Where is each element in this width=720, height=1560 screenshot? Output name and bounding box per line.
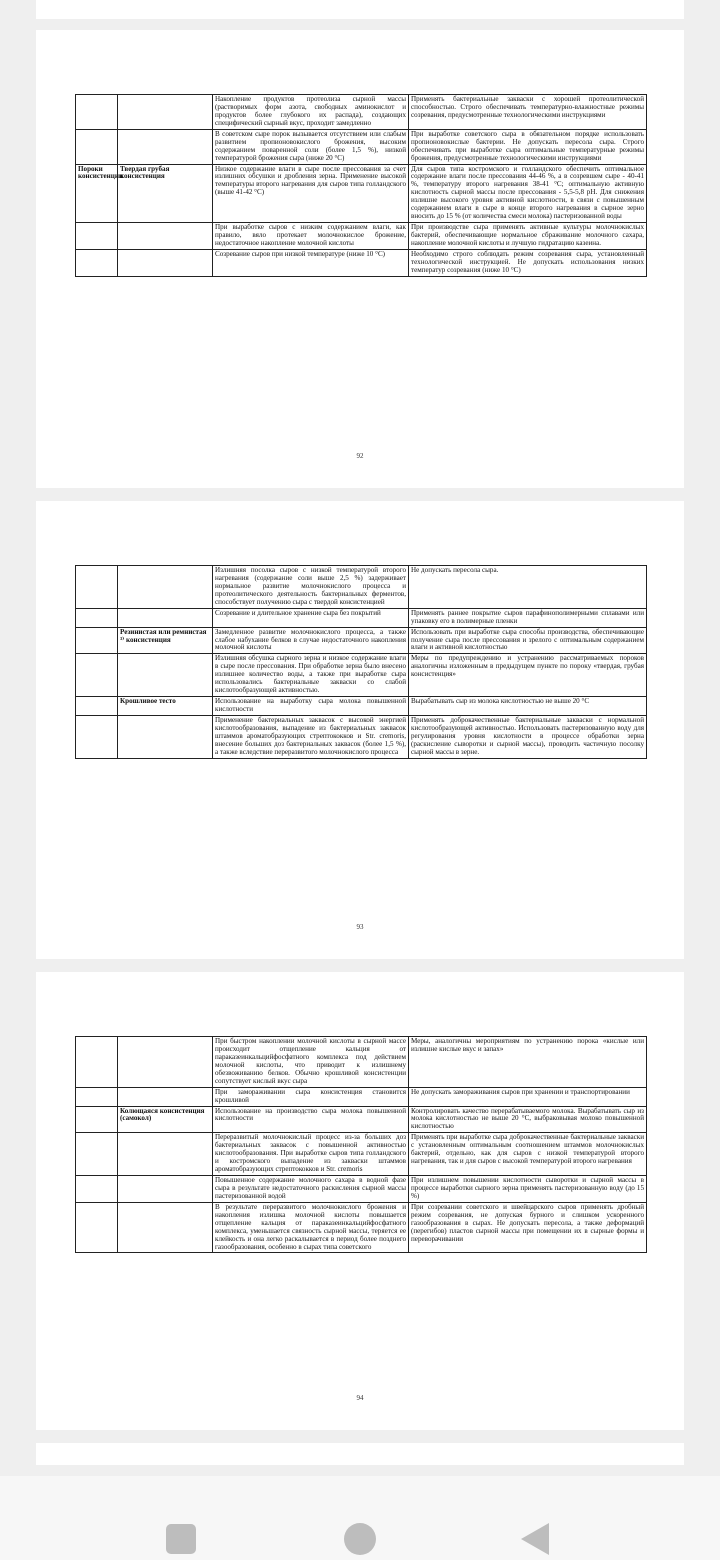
defect-group-cell — [76, 627, 118, 654]
document-page-92 — [36, 30, 684, 488]
defects-table — [75, 94, 647, 277]
table-row — [76, 654, 647, 697]
table-row — [76, 697, 647, 716]
defect-group-cell — [76, 1037, 118, 1088]
table-body — [76, 1037, 647, 1253]
defect-group-cell — [76, 1087, 118, 1106]
back-button[interactable] — [521, 1523, 549, 1555]
cause-cell: Повышенное содержание молочного сахара в водной фазе сыра в результате недостаточного раскисления сырной массы пастеризованной водой — [213, 1176, 409, 1203]
defect-name-cell — [118, 1202, 213, 1253]
defect-name-cell — [118, 654, 213, 697]
page-number: 93 — [356, 923, 364, 931]
table-row — [76, 249, 647, 276]
cause-cell: При выработке сыров с низким содержанием влаги, как правило, вяло протекает молочнокислое брожение, недостаточное накопление молочной кислоты — [213, 223, 409, 250]
defect-group-cell — [76, 129, 118, 164]
document-page-94 — [36, 972, 684, 1430]
defect-name-cell — [118, 608, 213, 627]
defect-name-cell — [118, 1176, 213, 1203]
remedy-cell: Меры, аналогичны мероприятиям по устранению порока «кислые или излишне кислые вкус и запах» — [409, 1037, 647, 1088]
defects-table — [75, 565, 647, 759]
table-body — [76, 95, 647, 277]
cause-cell: В результате переразвитого молочнокислого брожения и накопления излишка молочной кислоты повышается отщепление кальция от параказеинкальцийфосфатного комплекса, уменьшается связность сырной массы, теряется ее клейкость и она легко раскалывается в период более позднего газообразования, особенно в сырах типа советского — [213, 1202, 409, 1253]
cause-cell: Излишняя обсушка сырного зерна и низкое содержание влаги в сыре после прессования. При обработке зерна было внесено излишнее количество воды, а также при выработке сыра использовались бактериальные закваски со слабой кислотообразующей активностью. — [213, 654, 409, 697]
page-number: 94 — [356, 1394, 364, 1402]
recent-apps-button[interactable] — [166, 1524, 196, 1554]
remedy-cell: Для сыров типа костромского и голландского обеспечить оптимальное содержание влаги после прессования 44-46 %, а в созревшем сыре - 40-41 %, температуру второго нагревания 38-41 °С; оптимальную активную кислотность сырной массы после прессования - 5,5-5,8 pH. Для снижения излишне высокого уровня активной кислотности, в связи с повышенным содержанием влаги в сыре в конце второго нагревания в сырное зерно вносить до 15 % (от количества смеси молока) пастеризованной воды — [409, 164, 647, 223]
cause-cell: Низкое содержание влаги в сыре после прессования за счет излишних обсушки и дробления зерна. Применение высокой температуры второго нагревания для сыров типа голландского (выше 41-42 °С) — [213, 164, 409, 223]
remedy-cell: Не допускать замораживания сыров при хранении и транспортировании — [409, 1087, 647, 1106]
defect-name-cell — [118, 1037, 213, 1088]
defect-group-cell — [76, 715, 118, 758]
table-row — [76, 1106, 647, 1133]
remedy-cell: При производстве сыра применять активные культуры молочнокислых бактерий, обеспечивающие нормальное сбраживание молочного сахара, накопление молочной кислоты и лучшую гидратацию казеина. — [409, 223, 647, 250]
defect-name-cell — [118, 1087, 213, 1106]
defect-name-cell — [118, 249, 213, 276]
defect-name-cell — [118, 95, 213, 130]
table-body — [76, 566, 647, 759]
remedy-cell: При выработке советского сыра в обязательном порядке использовать пропионовокислые бактерии. Не допускать пересола сыра. Строго обеспечивать при выработке сыра оптимальные температурные режимы брожения, предусмотренные технологическими инструкциями — [409, 129, 647, 164]
remedy-cell: Использовать при выработке сыра способы производства, обеспечивающие получение сыра после прессования и зрелого с оптимальным содержанием влаги и активной кислотностью — [409, 627, 647, 654]
home-button[interactable] — [344, 1523, 376, 1555]
defect-group-cell — [76, 223, 118, 250]
defect-name-cell — [118, 1133, 213, 1176]
cause-cell: Использование на производство сыра молока повышенной кислотности — [213, 1106, 409, 1133]
defect-name-cell — [118, 715, 213, 758]
table-row — [76, 1202, 647, 1253]
defect-group-cell — [76, 1176, 118, 1203]
remedy-cell: Применять бактериальные закваски с хорошей протеолитической способностью. Строго обеспечивать температурно-влажностные режимы созревания, предусмотренные технологическими инструкциями — [409, 95, 647, 130]
table-row — [76, 1087, 647, 1106]
table-row — [76, 627, 647, 654]
cause-cell: Излишняя посолка сыров с низкой температурой второго нагревания (содержание соли выше 2,5 %) задерживает нормальное развитие молочнокислого процесса и протеолитического деятельность бактериальных ферментов, способствует получению сыра с твердой консистенцией — [213, 566, 409, 609]
defect-name-cell — [118, 223, 213, 250]
defect-group-cell — [76, 95, 118, 130]
previous-page-bottom — [36, 0, 684, 19]
cause-cell: Накопление продуктов протеолиза сырной массы (растворимых форм азота, свободных аминокислот и продуктов более глубокого их распада), создающих специфический сырный вкус, проходит замедленно — [213, 95, 409, 130]
cause-cell: При замораживании сыра консистенция становится крошливой — [213, 1087, 409, 1106]
table-row — [76, 566, 647, 609]
cause-cell: Использование на выработку сыра молока повышенной кислотности — [213, 697, 409, 716]
table-row — [76, 608, 647, 627]
table-row — [76, 95, 647, 130]
defect-name-cell: Крошливое тесто — [118, 697, 213, 716]
remedy-cell: Контролировать качество перерабатываемого молока. Вырабатывать сыр из молока кислотностью не выше 20 °С, выбраковывая молоко повышенной кислотностью — [409, 1106, 647, 1133]
defect-name-cell: Твердая грубая консистенция — [118, 164, 213, 223]
defect-group-cell — [76, 1133, 118, 1176]
table-row — [76, 1133, 647, 1176]
defect-name-cell — [118, 566, 213, 609]
cause-cell: В советском сыре порок вызывается отсутствием или слабым развитием пропионовокислого брожения, высоким содержанием поваренной соли (более 1,5 %), низкой температурой брожения сыра (ниже 20 °С) — [213, 129, 409, 164]
table-row — [76, 1176, 647, 1203]
defect-group-cell — [76, 697, 118, 716]
defect-group-cell: Пороки консистенции — [76, 164, 118, 223]
table-row — [76, 223, 647, 250]
defect-group-cell — [76, 654, 118, 697]
defect-name-cell — [118, 129, 213, 164]
cause-cell: При быстром накоплении молочной кислоты в сырной массе происходит отщепление кальция от параказеинкальцийфосфатного комплекса под действием молочной кислоты, что приводит к излишнему обезвоживанию белков. Обычно крошливой консистенции сопутствует кислый вкус сыра — [213, 1037, 409, 1088]
defect-group-cell — [76, 1202, 118, 1253]
cause-cell: Замедленное развитие молочнокислого процесса, а также слабое набухание белков в случае недостаточного накопления молочной кислоты — [213, 627, 409, 654]
remedy-cell: Применять доброкачественные бактериальные закваски с нормальной кислотообразующей активностью. Использовать пастеризованную воду для регулирования уровня кислотности в процессе обработки зерна (раскисление сыворотки и сырной массы), проводить частичную посолку сырной массы в зерне. — [409, 715, 647, 758]
defect-group-cell — [76, 1106, 118, 1133]
remedy-cell: При созревании советского и швейцарского сыров применять дробный режим созревания, не допуская бурного и слишком ускоренного газообразования в сырах. Не допускать пересола, а также деформаций (перегибов) пластов сырной массы при помещении их в сырные формы и переворачивании — [409, 1202, 647, 1253]
cause-cell: Созревание и длительное хранение сыра без покрытий — [213, 608, 409, 627]
cause-cell: Применение бактериальных заквасок с высокой энергией кислотообразования, выпадение из бактериальных заквасок штаммов ароматобразующих стрептококков и Str. cremoris, внесение больших доз бактериальных заквасок (более 1,5 %), а также вследствие переразвитого молочнокислого процесса — [213, 715, 409, 758]
remedy-cell: Меры по предупреждению и устранению рассматриваемых пороков аналогичны изложенным в предыдущем пункте по пороку «твердая, грубая консистенция» — [409, 654, 647, 697]
remedy-cell: Применять раннее покрытие сыров парафинополимерными сплавами или упаковку его в полимерные пленки — [409, 608, 647, 627]
defect-group-cell — [76, 249, 118, 276]
next-page-top — [36, 1443, 684, 1465]
remedy-cell: Не допускать пересола сыра. — [409, 566, 647, 609]
defect-name-cell: Резинистая или ремнистая ³⁾ консистенция — [118, 627, 213, 654]
table-row — [76, 1037, 647, 1088]
defect-group-cell — [76, 608, 118, 627]
remedy-cell: Вырабатывать сыр из молока кислотностью не выше 20 °С — [409, 697, 647, 716]
defects-table — [75, 1036, 647, 1253]
table-row — [76, 129, 647, 164]
remedy-cell: При излишнем повышении кислотности сыворотки и сырной массы в процессе выработки сырного зерна применять пастеризованную воду (до 15 %) — [409, 1176, 647, 1203]
remedy-cell: Необходимо строго соблюдать режим созревания сыра, установленный технологической инструкцией. Не допускать использования низких температур созревания (ниже 10 °С) — [409, 249, 647, 276]
defect-name-cell: Колющаяся консистенция (самокол) — [118, 1106, 213, 1133]
table-row — [76, 164, 647, 223]
defect-group-cell — [76, 566, 118, 609]
cause-cell: Созревание сыров при низкой температуре (ниже 10 °С) — [213, 249, 409, 276]
remedy-cell: Применять при выработке сыра доброкачественные бактериальные закваски с установленным оптимальным соотношением штаммов молочнокислых бактерий, отдельно, как для сыров с низкой температурой второго нагревания, так и для сыров с высокой температурой второго нагревания — [409, 1133, 647, 1176]
cause-cell: Переразвитый молочнокислый процесс из-за больших доз бактериальных заквасок с повышенной активностью кислотообразования. При выработке сыров типа голландского и костромского выпадение из закваски штаммов ароматобразующих стрептококков и Str. cremoris — [213, 1133, 409, 1176]
table-row — [76, 715, 647, 758]
page-number: 92 — [356, 452, 364, 460]
document-page-93 — [36, 501, 684, 959]
